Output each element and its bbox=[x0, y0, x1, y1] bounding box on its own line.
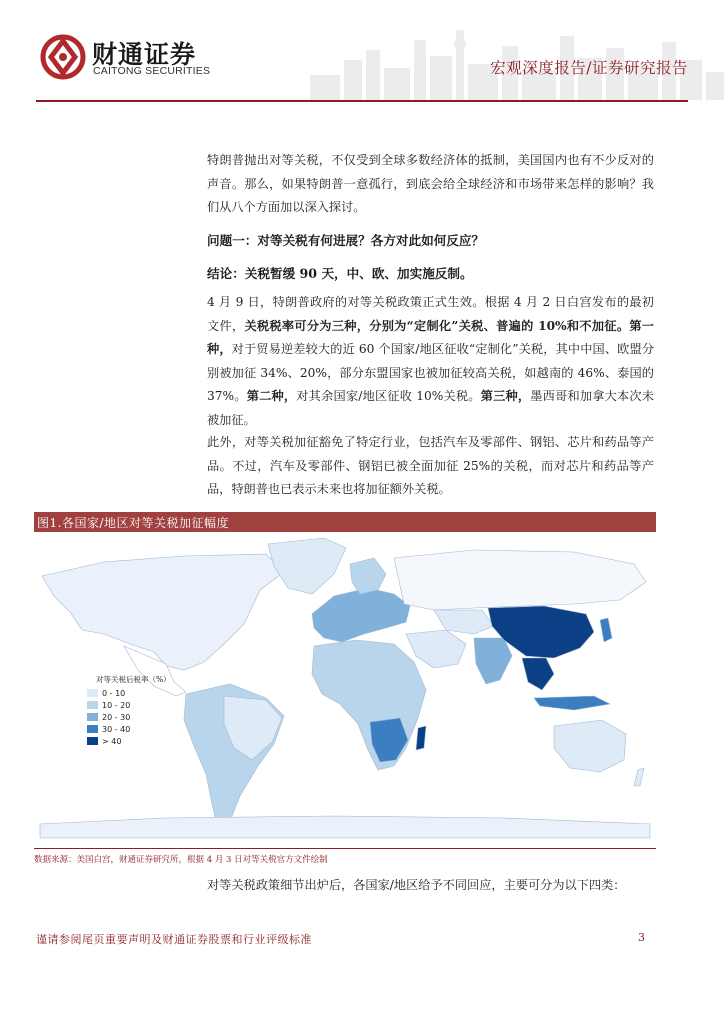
conclusion-heading: 结论：关税暂缓 90 天，中、欧、加实施反制。 bbox=[207, 266, 473, 281]
brand-name-en: CAITONG SECURITIES bbox=[93, 65, 211, 77]
text-run-bold: 关税税率可分为三种，分别为“定制化”关税、普遍的 10%和不加征。 bbox=[244, 318, 630, 333]
text-run-bold: 第二种， bbox=[246, 389, 297, 403]
russia-region bbox=[394, 550, 646, 610]
legend-swatch-0-10 bbox=[87, 689, 98, 697]
legend-label: > 40 bbox=[102, 737, 122, 746]
text-run: 墨西哥和加拿大本次未被加征。 bbox=[207, 389, 655, 427]
text-run-bold: 第三种， bbox=[480, 389, 531, 403]
legend-swatch-10-20 bbox=[87, 701, 98, 709]
legend-swatch-20-30 bbox=[87, 713, 98, 721]
legend-title: 对等关税后税率（%） bbox=[96, 675, 171, 684]
figure-title: 图1.各国家/地区对等关税加征幅度 bbox=[37, 516, 229, 530]
intro-paragraph: 特朗普抛出对等关税，不仅受到全球多数经济体的抵制，美国国内也有不少反对的声音。那么，如果特朗普一意孤行，到底会给全球经济和市场带来怎样的影响？我们从八个方面加以深入探讨。 bbox=[207, 153, 654, 214]
response-paragraph: 对等关税政策细节出炉后，各国家/地区给予不同回应，主要可分为以下四类： bbox=[207, 878, 626, 892]
data-source-note: 数据来源：美国白宫，财通证券研究所，根据 4 月 3 日对等关税官方文件绘制 bbox=[34, 855, 328, 865]
text-run-bold: 第一种， bbox=[207, 318, 654, 356]
exemption-paragraph: 此外，对等关税加征豁免了特定行业，包括汽车及零部件、钢铝、芯片和药品等产品。不过，汽车及零部件、钢铝已被全面加征 25%的关税，而对芯片和药品等产品，特朗普也已表示未来也将加征额外关税。 bbox=[207, 435, 654, 496]
world-tariff-map bbox=[34, 534, 656, 846]
header-divider bbox=[36, 100, 688, 102]
text-run: 对于贸易逆差较大的近 60 个国家/地区征收“定制化”关税，其中中国、欧盟分别被加征 34%、20%，部分东盟国家也被加征较高关税，如越南的 46%、泰国的 37%。 bbox=[207, 342, 655, 403]
report-type-label: 宏观深度报告/证券研究报告 bbox=[490, 59, 688, 77]
legend-label: 20 - 30 bbox=[102, 713, 131, 722]
text-run: 4 月 9 日，特朗普政府的对等关税政策正式生效。根据 4 月 2 日白宫发布的最初文件， bbox=[207, 295, 654, 333]
caitong-logo-icon bbox=[40, 34, 86, 80]
page-number: 3 bbox=[638, 931, 645, 944]
legend-label: 30 - 40 bbox=[102, 725, 131, 734]
page-header bbox=[0, 0, 724, 100]
figure-divider bbox=[34, 848, 656, 849]
question-heading: 问题一：对等关税有何进展？各方对此如何反应？ bbox=[207, 233, 485, 248]
legend-swatch-30-40 bbox=[87, 725, 98, 733]
brand-name-cn: 财通证券 bbox=[92, 40, 197, 69]
legend-label: 10 - 20 bbox=[102, 701, 131, 710]
tariff-detail-paragraph bbox=[207, 291, 654, 432]
legend-label: 0 - 10 bbox=[102, 689, 126, 698]
footer-disclaimer: 谨请参阅尾页重要声明及财通证券股票和行业评级标准 bbox=[36, 933, 312, 946]
figure-title-bar bbox=[34, 512, 656, 532]
text-run: 对其余国家/地区征收 10%关税。 bbox=[296, 389, 481, 403]
legend-swatch-over-40 bbox=[87, 737, 98, 745]
